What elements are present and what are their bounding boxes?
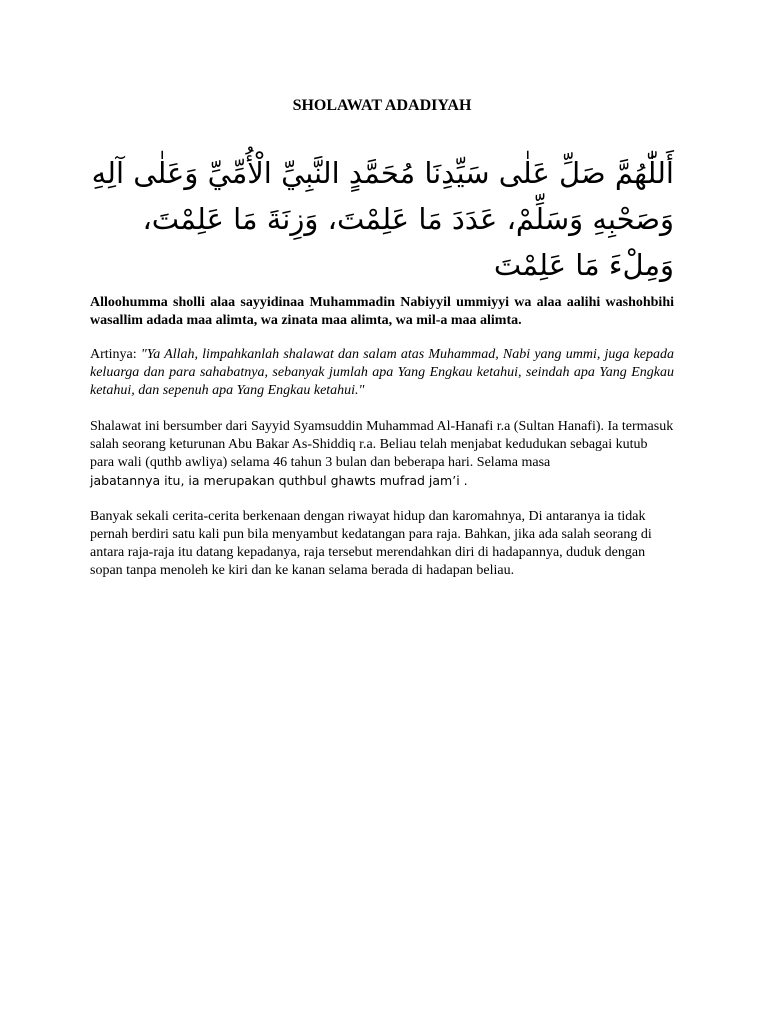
document-title: SHOLAWAT ADADIYAH xyxy=(292,97,472,114)
history-paragraph-tail: jabatannya itu, ia merupakan quthbul ghawts mufrad jam’i . xyxy=(90,473,468,488)
translation-paragraph xyxy=(90,346,674,400)
translation-quote: "Ya Allah, limpahkanlah shalawat dan salam atas Muhammad, Nabi yang ummi, juga kepada keluarga dan para sahabatnya, sebanyak jumlah apa Yang Engkau ketahui, seindah apa Yang Engkau ketahui, dan sepenuh apa Yang Engkau ketahui." xyxy=(90,347,675,398)
karomah-paragraph xyxy=(90,508,674,580)
history-paragraph-main: Shalawat ini bersumber dari Sayyid Syamsuddin Muhammad Al-Hanafi r.a (Sultan Hanafi). Ia termasuk salah seorang keturunan Abu Bakar As-Shiddiq r.a. Beliau telah menjabat kedudukan sebagai kutub para wali (quthb awliya) selama 46 tahun 3 bulan dan beberapa hari. Selama masa xyxy=(90,419,674,470)
history-paragraph xyxy=(90,418,674,491)
karomah-paragraph-rest: mahnya, Di antaranya ia tidak pernah berdiri satu kali pun bila menyambut kedatangan para raja. Bahkan, jika ada salah seorang di antara raja-raja itu datang kepadanya, raja tersebut merendahkan diri di hadapannya, duduk dengan sopan tanpa menoleh ke kiri dan ke kanan selama berada di hadapan beliau. xyxy=(90,509,652,578)
karomah-paragraph-start: Banyak sekali cerita-cerita berkenaan dengan riwayat hidup dan kar xyxy=(90,509,471,524)
translation-label: Artinya: xyxy=(90,347,141,362)
arabic-sholawat-text: أَللّٰهُمَّ صَلِّ عَلٰى سَيِّدِنَا مُحَمَّدٍ النَّبِيِّ الْأُمِّيِّ وَعَلٰى آلِهِ وَصَحْبِهِ وَسَلِّمْ، عَدَدَ مَا عَلِمْتَ، وَزِنَةَ مَا عَلِمْتَ، وَمِلْءَ مَا عَلِمْتَ xyxy=(91,156,674,282)
karomah-paragraph-italic: o xyxy=(470,509,478,524)
transliteration-paragraph: Alloohumma sholli alaa sayyidinaa Muhammadin Nabiyyil ummiyyi wa alaa aalihi washohbihi wasallim adada maa alimta, wa zinata maa alimta, wa mil-a maa alimta. xyxy=(90,295,674,328)
